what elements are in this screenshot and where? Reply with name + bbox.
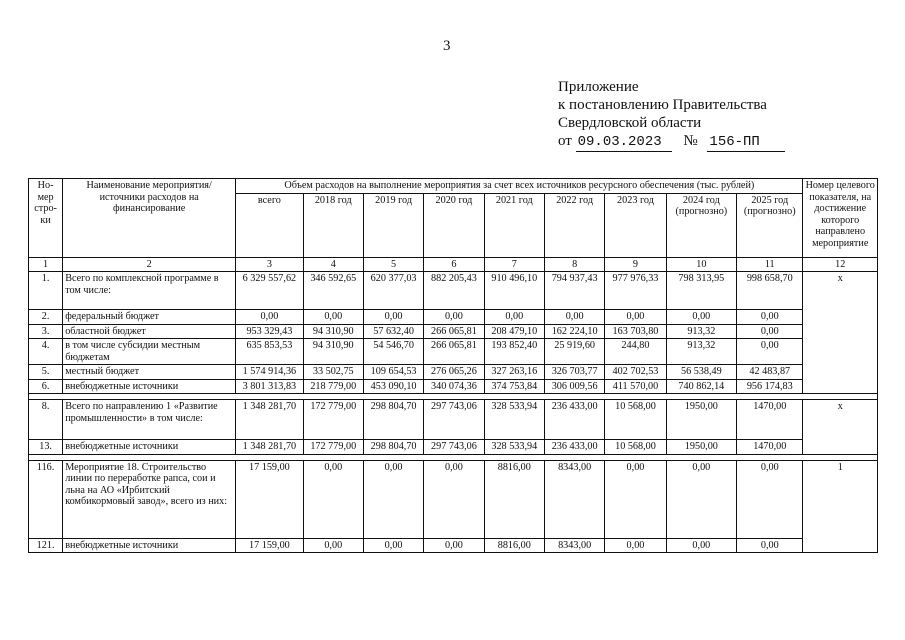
value-cell: 411 570,00 (605, 379, 666, 394)
value-cell: 0,00 (303, 538, 363, 553)
from-label: от (558, 133, 572, 149)
value-cell: 0,00 (303, 310, 363, 325)
value-cell: 244,80 (605, 339, 666, 365)
row-name: федеральный бюджет (63, 310, 236, 325)
value-cell: 0,00 (424, 538, 484, 553)
value-cell: 6 329 557,62 (236, 272, 303, 310)
value-cell: 10 568,00 (605, 400, 666, 440)
table-row (29, 460, 878, 538)
value-cell: 328 533,94 (484, 400, 544, 440)
column-number: 12 (803, 257, 878, 272)
value-cell: 0,00 (236, 310, 303, 325)
value-cell: 172 779,00 (303, 400, 363, 440)
row-name: в том числе субсидии местным бюджетам (63, 339, 236, 365)
row-name: внебюджетные источники (63, 440, 236, 455)
value-cell: 1 348 281,70 (236, 400, 303, 440)
value-cell: 977 976,33 (605, 272, 666, 310)
row-name: Всего по направлению 1 «Развитие промышленности» в том числе: (63, 400, 236, 440)
value-cell: 913,32 (666, 339, 736, 365)
header-year: всего (236, 193, 303, 257)
value-cell: 94 310,90 (303, 339, 363, 365)
value-cell: 0,00 (363, 538, 423, 553)
header-year: 2021 год (484, 193, 544, 257)
header-volume: Объем расходов на выполнение мероприятия за счет всех источников ресурсного обеспечения (тыс. рублей) (236, 179, 803, 194)
value-cell: 172 779,00 (303, 440, 363, 455)
value-cell: 8343,00 (544, 460, 604, 538)
target-indicator: х (803, 272, 878, 394)
row-number: 4. (29, 339, 63, 365)
row-number: 6. (29, 379, 63, 394)
value-cell: 910 496,10 (484, 272, 544, 310)
row-number: 121. (29, 538, 63, 553)
table-row (29, 310, 878, 325)
value-cell: 0,00 (303, 460, 363, 538)
column-number: 10 (666, 257, 736, 272)
header-year: 2023 год (605, 193, 666, 257)
column-number: 8 (544, 257, 604, 272)
value-cell: 0,00 (737, 460, 803, 538)
value-cell: 328 533,94 (484, 440, 544, 455)
value-cell: 0,00 (605, 538, 666, 553)
row-name: областной бюджет (63, 324, 236, 339)
column-number: 4 (303, 257, 363, 272)
decree-number: 156-ПП (707, 133, 785, 152)
row-name: местный бюджет (63, 365, 236, 380)
row-name: Всего по комплексной программе в том числе: (63, 272, 236, 310)
header-year: 2025 год (прогнозно) (737, 193, 803, 257)
row-name: внебюджетные источники (63, 538, 236, 553)
value-cell: 8816,00 (484, 460, 544, 538)
value-cell: 193 852,40 (484, 339, 544, 365)
header-year: 2022 год (544, 193, 604, 257)
decree-date: 09.03.2023 (576, 133, 672, 152)
value-cell: 3 801 313,83 (236, 379, 303, 394)
value-cell: 57 632,40 (363, 324, 423, 339)
expenses-table (28, 178, 878, 553)
row-number: 13. (29, 440, 63, 455)
value-cell: 42 483,87 (737, 365, 803, 380)
value-cell: 266 065,81 (424, 339, 484, 365)
header-name: Наименование мероприятия/ источники расходов на финансирование (63, 179, 236, 258)
column-number: 2 (63, 257, 236, 272)
value-cell: 1470,00 (737, 440, 803, 455)
table-row (29, 339, 878, 365)
header-year: 2019 год (363, 193, 423, 257)
value-cell: 306 009,56 (544, 379, 604, 394)
value-cell: 8343,00 (544, 538, 604, 553)
value-cell: 953 329,43 (236, 324, 303, 339)
value-cell: 998 658,70 (737, 272, 803, 310)
value-cell: 0,00 (605, 310, 666, 325)
value-cell: 740 862,14 (666, 379, 736, 394)
value-cell: 794 937,43 (544, 272, 604, 310)
appendix-line1: Приложение (558, 79, 639, 95)
value-cell: 327 263,16 (484, 365, 544, 380)
target-indicator: 1 (803, 460, 878, 553)
value-cell: 882 205,43 (424, 272, 484, 310)
value-cell: 956 174,83 (737, 379, 803, 394)
value-cell: 1 574 914,36 (236, 365, 303, 380)
row-number: 3. (29, 324, 63, 339)
column-number: 11 (737, 257, 803, 272)
value-cell: 402 702,53 (605, 365, 666, 380)
table-row (29, 272, 878, 310)
appendix-line3: Свердловской области (558, 115, 702, 131)
value-cell: 218 779,00 (303, 379, 363, 394)
row-name: внебюджетные источники (63, 379, 236, 394)
column-number: 3 (236, 257, 303, 272)
column-number: 7 (484, 257, 544, 272)
value-cell: 163 703,80 (605, 324, 666, 339)
column-number: 5 (363, 257, 423, 272)
value-cell: 25 919,60 (544, 339, 604, 365)
value-cell: 0,00 (424, 460, 484, 538)
value-cell: 0,00 (424, 310, 484, 325)
row-number: 5. (29, 365, 63, 380)
value-cell: 236 433,00 (544, 400, 604, 440)
value-cell: 297 743,06 (424, 440, 484, 455)
header-target: Номер целевого показателя, на достижение которого направлено мероприятие (803, 179, 878, 258)
table-row (29, 440, 878, 455)
column-number: 1 (29, 257, 63, 272)
value-cell: 0,00 (544, 310, 604, 325)
header-year: 2020 год (424, 193, 484, 257)
value-cell: 0,00 (737, 324, 803, 339)
value-cell: 913,32 (666, 324, 736, 339)
value-cell: 109 654,53 (363, 365, 423, 380)
table-row (29, 365, 878, 380)
value-cell: 453 090,10 (363, 379, 423, 394)
value-cell: 1470,00 (737, 400, 803, 440)
header-year: 2018 год (303, 193, 363, 257)
value-cell: 10 568,00 (605, 440, 666, 455)
value-cell: 33 502,75 (303, 365, 363, 380)
value-cell: 326 703,77 (544, 365, 604, 380)
table-row (29, 400, 878, 440)
value-cell: 236 433,00 (544, 440, 604, 455)
column-number: 9 (605, 257, 666, 272)
number-label: № (683, 133, 698, 149)
value-cell: 208 479,10 (484, 324, 544, 339)
value-cell: 374 753,84 (484, 379, 544, 394)
value-cell: 0,00 (666, 310, 736, 325)
value-cell: 340 074,36 (424, 379, 484, 394)
value-cell: 0,00 (737, 538, 803, 553)
value-cell: 0,00 (605, 460, 666, 538)
value-cell: 620 377,03 (363, 272, 423, 310)
value-cell: 798 313,95 (666, 272, 736, 310)
table-row (29, 538, 878, 553)
value-cell: 346 592,65 (303, 272, 363, 310)
value-cell: 162 224,10 (544, 324, 604, 339)
target-indicator: х (803, 400, 878, 455)
appendix-line2: к постановлению Правительства (558, 97, 767, 113)
value-cell: 0,00 (363, 310, 423, 325)
value-cell: 0,00 (737, 339, 803, 365)
value-cell: 0,00 (666, 460, 736, 538)
value-cell: 56 538,49 (666, 365, 736, 380)
value-cell: 0,00 (363, 460, 423, 538)
value-cell: 1950,00 (666, 400, 736, 440)
table-row (29, 379, 878, 394)
row-name: Мероприятие 18. Строительство линии по переработке рапса, сои и льна на АО «Ирбитский комбикормовый завод», всего из них: (63, 460, 236, 538)
column-number-row (29, 257, 878, 272)
value-cell: 0,00 (737, 310, 803, 325)
page-number: 3 (443, 38, 451, 54)
value-cell: 635 853,53 (236, 339, 303, 365)
value-cell: 298 804,70 (363, 440, 423, 455)
row-number: 116. (29, 460, 63, 538)
column-number: 6 (424, 257, 484, 272)
value-cell: 54 546,70 (363, 339, 423, 365)
value-cell: 0,00 (484, 310, 544, 325)
decree-date-line (558, 132, 785, 152)
value-cell: 297 743,06 (424, 400, 484, 440)
value-cell: 0,00 (666, 538, 736, 553)
value-cell: 276 065,26 (424, 365, 484, 380)
row-number: 2. (29, 310, 63, 325)
value-cell: 94 310,90 (303, 324, 363, 339)
header-row-number: Но-мер стро-ки (29, 179, 63, 258)
header-year: 2024 год (прогнозно) (666, 193, 736, 257)
value-cell: 298 804,70 (363, 400, 423, 440)
value-cell: 266 065,81 (424, 324, 484, 339)
row-number: 1. (29, 272, 63, 310)
value-cell: 17 159,00 (236, 538, 303, 553)
value-cell: 8816,00 (484, 538, 544, 553)
appendix-block (558, 78, 785, 152)
value-cell: 1 348 281,70 (236, 440, 303, 455)
value-cell: 17 159,00 (236, 460, 303, 538)
table-row (29, 324, 878, 339)
row-number: 8. (29, 400, 63, 440)
value-cell: 1950,00 (666, 440, 736, 455)
